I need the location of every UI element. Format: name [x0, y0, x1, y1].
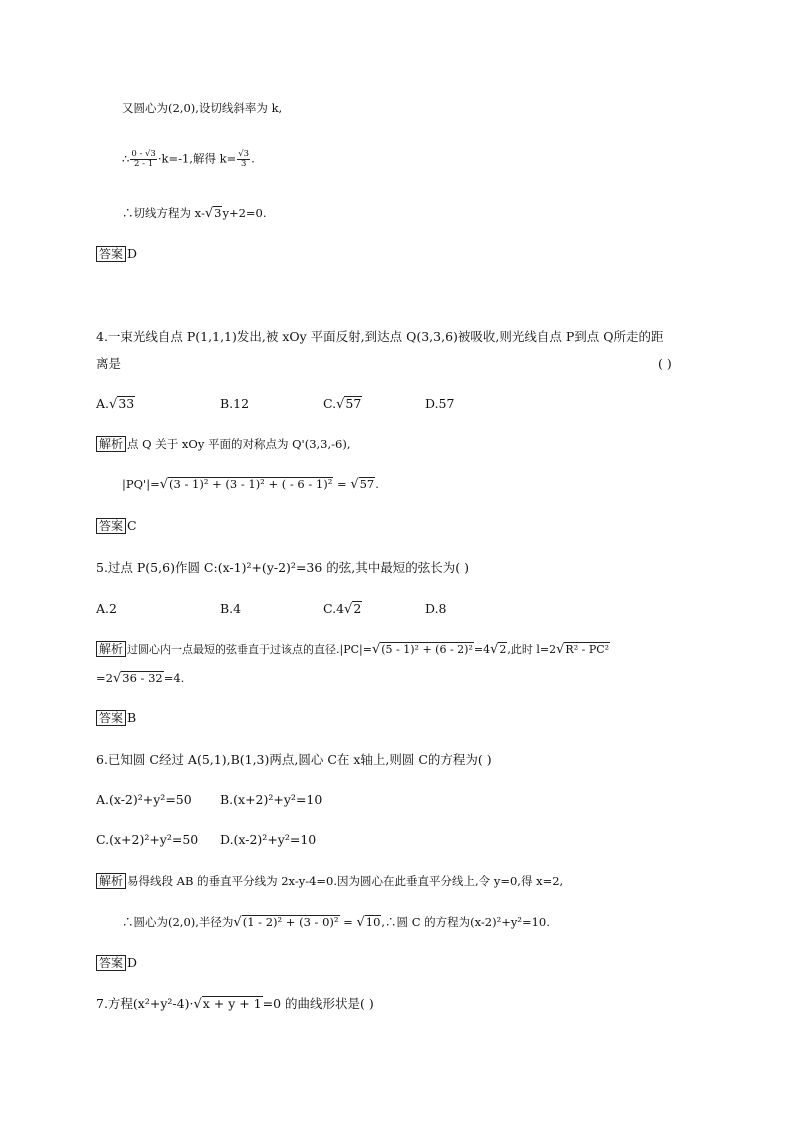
q7-stem: [96, 996, 374, 1013]
radicand: 57: [359, 477, 375, 491]
radicand: 10: [365, 915, 381, 929]
numerator: √3: [238, 149, 250, 159]
denominator: 3: [240, 159, 247, 169]
radicand: 57: [345, 396, 362, 411]
text: ·k=-1,解得 k=: [157, 151, 237, 166]
text: ,∴圆 C 的方程为(x-2)²+y²=10.: [381, 915, 550, 929]
radicand: 2: [353, 601, 362, 616]
radicand: R² - PC²: [565, 643, 610, 656]
answer-tag: 答案: [96, 518, 126, 534]
text: =0 的曲线形状是( ): [262, 996, 374, 1011]
top-line-1: [122, 100, 282, 116]
q5-analysis-1: [96, 641, 610, 658]
text: B.4: [220, 601, 242, 616]
text: 过圆心内一点最短的弦垂直于过该点的直径.|PC|=: [127, 643, 372, 656]
sqrt-sign: √: [350, 477, 359, 492]
answer-value: C: [127, 518, 137, 533]
text: =2: [96, 671, 113, 685]
q6-option-d: [220, 832, 316, 848]
q6-option-c: [96, 832, 198, 848]
q4-option-b: [220, 396, 249, 412]
radicand: 3: [214, 206, 222, 220]
sqrt-sign: √: [204, 206, 214, 221]
text: 5.过点 P(5,6)作圆 C:(x-1)²+(y-2)²=36 的弦,其中最短的弦长为( ): [96, 560, 469, 575]
q6-analysis-2: [122, 914, 550, 931]
sqrt-sign: √: [112, 671, 122, 686]
text: 又圆心为(2,0),设切线斜率为 k,: [122, 101, 283, 115]
sqrt-sign: √: [336, 397, 345, 412]
sqrt-sign: √: [490, 642, 499, 657]
option-label: C.4: [323, 601, 345, 616]
text: B.12: [220, 396, 250, 411]
radicand: 33: [118, 396, 135, 411]
text: ∴切线方程为 x-: [122, 206, 205, 220]
sqrt-sign: √: [371, 642, 381, 657]
option-label: A.: [96, 396, 110, 411]
answer-value: D: [127, 955, 138, 970]
numerator: 0 - √3: [131, 149, 156, 159]
text: .: [251, 151, 255, 166]
q6-analysis-1: [96, 873, 563, 889]
answer-tag: 答案: [96, 710, 126, 726]
answer-value: B: [127, 710, 137, 725]
sqrt-sign: √: [193, 997, 202, 1012]
answer-row-top: [96, 246, 137, 262]
text: A.2: [96, 601, 117, 616]
text: 6.已知圆 C经过 A(5,1),B(1,3)两点,圆心 C在 x轴上,则圆 C的方程为( ): [96, 752, 492, 767]
answer-tag: 答案: [96, 246, 126, 262]
sqrt-sign: √: [344, 602, 353, 617]
q4-option-c: [323, 396, 362, 413]
text: 点 Q 关于 xOy 平面的对称点为 Q'(3,3,-6),: [127, 437, 351, 451]
text: =: [333, 477, 351, 491]
q6-option-b: [220, 792, 322, 808]
sqrt-sign: √: [233, 915, 242, 930]
q6-stem: [96, 752, 492, 768]
q5-analysis-2: [96, 670, 184, 687]
q4-stem-2: [96, 356, 121, 372]
text: y+2=0.: [222, 206, 267, 220]
q6-option-a: [96, 792, 192, 808]
q5-option-a: [96, 601, 117, 617]
text: ∴圆心为(2,0),半径为: [122, 915, 234, 929]
text: B.(x+2)²+y²=10: [220, 792, 323, 807]
text: ∴: [122, 151, 130, 166]
q4-answer-row: [96, 518, 137, 534]
q4-stem-1: [96, 329, 663, 345]
radicand: (3 - 1)² + (3 - 1)² + ( - 6 - 1)²: [169, 477, 333, 491]
q5-stem: [96, 560, 469, 576]
text: =4.: [163, 671, 185, 685]
q5-answer-row: [96, 710, 136, 726]
q6-answer-row: [96, 955, 137, 971]
text: D.8: [425, 601, 447, 616]
radicand: 2: [499, 643, 507, 656]
q5-option-d: [425, 601, 447, 617]
option-label: C.: [323, 396, 337, 411]
analysis-tag: 解析: [96, 641, 126, 657]
answer-tag: 答案: [96, 955, 126, 971]
radicand: (1 - 2)² + (3 - 0)²: [242, 915, 339, 929]
text: A.(x-2)²+y²=50: [96, 792, 192, 807]
sqrt-sign: √: [556, 642, 565, 657]
q4-option-d: [425, 396, 454, 412]
top-line-3: [122, 205, 267, 222]
text: |PQ'|=: [122, 477, 160, 491]
sqrt-sign: √: [159, 477, 169, 492]
text: 离是: [96, 356, 122, 371]
sqrt-sign: √: [356, 915, 365, 930]
text: 4.一束光线自点 P(1,1,1)发出,被 xOy 平面反射,到达点 Q(3,3,6)被吸收,则光线自点 P到点 Q所走的距: [96, 329, 664, 344]
q4-analysis-2: [122, 476, 379, 493]
fraction: [130, 150, 157, 169]
text: =: [339, 915, 357, 929]
text: C.(x+2)²+y²=50: [96, 832, 199, 847]
q4-analysis-1: [96, 436, 351, 452]
top-line-2: [122, 150, 255, 169]
sqrt-sign: √: [109, 397, 118, 412]
text: .: [375, 477, 379, 491]
answer-value: D: [127, 246, 138, 261]
text: =4: [473, 643, 491, 656]
radicand: x + y + 1: [202, 996, 262, 1011]
fraction: [237, 150, 250, 169]
q4-paren: [658, 356, 672, 372]
q4-option-a: [96, 396, 135, 413]
analysis-tag: 解析: [96, 436, 126, 452]
text: D.57: [425, 396, 455, 411]
text: D.(x-2)²+y²=10: [220, 832, 317, 847]
radicand: (5 - 1)² + (6 - 2)²: [381, 643, 473, 656]
text: ,此时 l=2: [507, 643, 557, 656]
denominator: 2 - 1: [134, 159, 154, 169]
q5-option-b: [220, 601, 241, 617]
text: 易得线段 AB 的垂直平分线为 2x-y-4=0.因为圆心在此垂直平分线上,令 y=0,得 x=2,: [127, 874, 564, 888]
q5-option-c: [323, 601, 362, 618]
analysis-tag: 解析: [96, 873, 126, 889]
radicand: 36 - 32: [122, 671, 163, 685]
text: 7.方程(x²+y²-4)·: [96, 996, 194, 1011]
text: ( ): [658, 356, 672, 371]
